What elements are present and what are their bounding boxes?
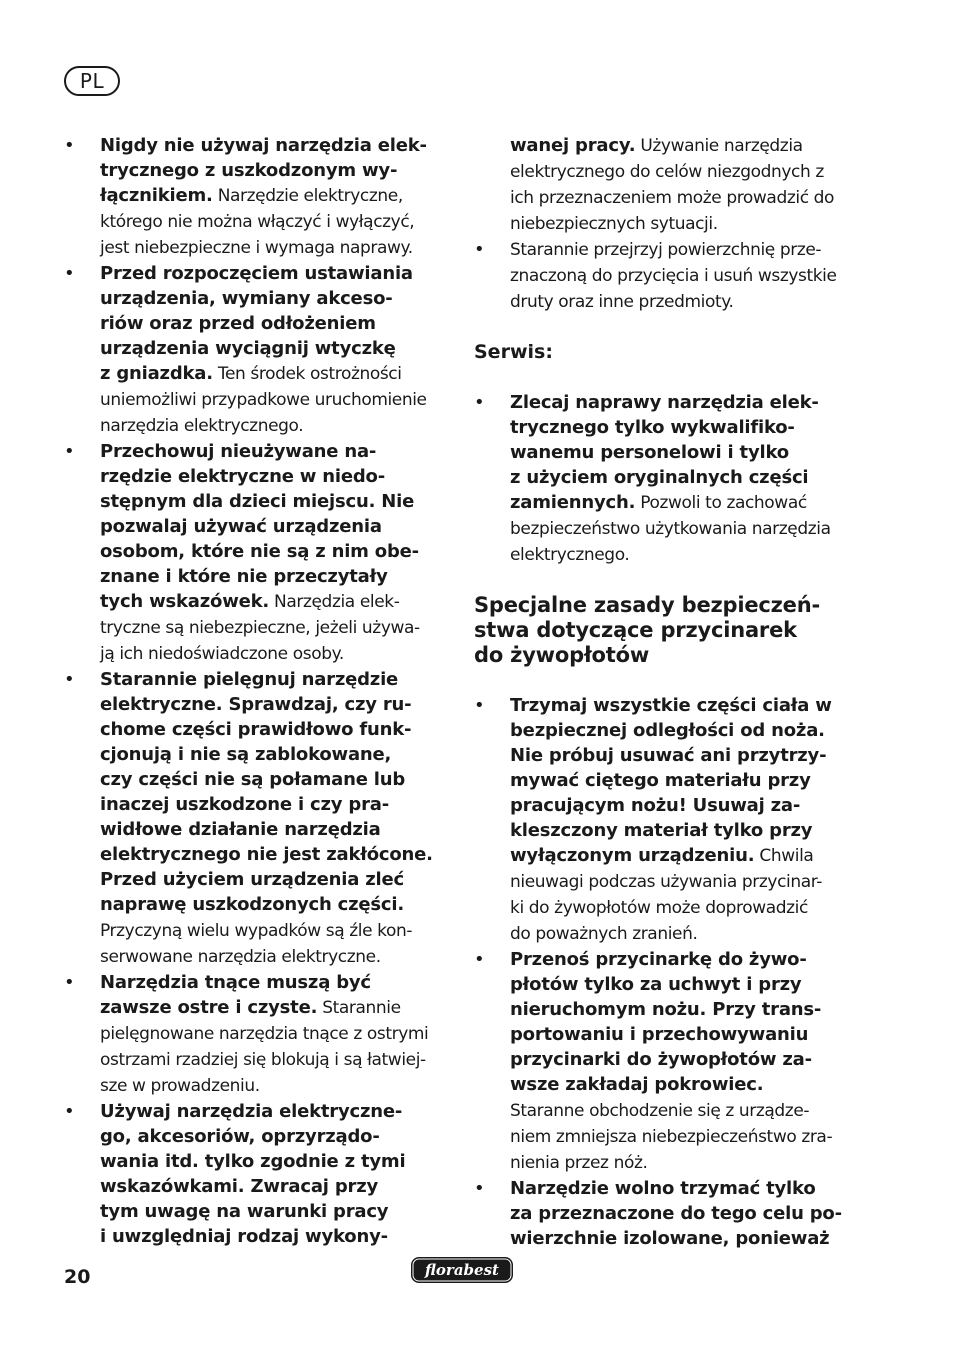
item-text: Chwila nieuwagi podczas używania przycinar- ki do żywopłotów może doprowadzić do poważnych zranień.: [510, 846, 822, 944]
item-bold-text: Nigdy nie używaj narzędzia elek- trycznego z uszkodzonym wy- łącznikiem.: [100, 135, 427, 206]
safety-list-right-a: [474, 237, 864, 315]
item-bold-text: Przenoś przycinarkę do żywo- płotów tylko za uchwyt i przy nieruchomym nożu. Przy trans- portowaniu i przechowywaniu przycinarki do żywopłotów za- wsze zakładaj pokrowiec.: [510, 949, 822, 1095]
list-item-continuation: [474, 133, 864, 237]
item-bold-text: Starannie pielęgnuj narzędzie elektryczne. Sprawdzaj, czy ru- chome części prawidłowo funk- cjonują i nie są zablokowane, czy części nie są połamane lub inaczej uszkodzone i czy pra- widłowe działanie narzędzia elektrycznego nie jest zakłócone. Przed użyciem urządzenia zleć naprawę uszkodzonych części.: [100, 669, 433, 915]
item-bold-text: Używaj narzędzia elektryczne- go, akcesoriów, oprzyrządo- wania itd. tylko zgodnie z tymi wskazówkami. Zwracaj przy tym uwagę na warunki pracy i uwzględniaj rodzaj wykony-: [100, 1101, 406, 1247]
item-bold-text: Trzymaj wszystkie części ciała w bezpiecznej odległości od noża. Nie próbuj usuwać ani przytrzy- mywać ciętego materiału przy pracującym nożu! Usuwaj za- kleszczony materiał tylko przy wyłączonym urządzeniu.: [510, 695, 832, 866]
item-text: Narzędzie elektryczne, którego nie można włączyć i wyłączyć, jest niebezpieczne i wymaga naprawy.: [100, 186, 415, 258]
service-list: [474, 390, 864, 568]
language-badge: PL: [64, 66, 120, 96]
list-item: [474, 390, 864, 568]
left-column: [64, 133, 454, 1249]
special-list: [474, 693, 864, 1251]
section-heading-service: Serwis:: [474, 341, 553, 363]
section-heading-special: Specjalne zasady bezpieczeń- stwa dotyczące przycinarek do żywopłotów: [474, 593, 820, 667]
item-bold-text: Zlecaj naprawy narzędzia elek- trycznego tylko wykwalifiko- wanemu personelowi i tylko z użyciem oryginalnych części zamiennych.: [510, 392, 819, 513]
item-bold-text: Przed rozpoczęciem ustawiania urządzenia, wymiany akceso- riów oraz przed odłożeniem urządzenia wyciągnij wtyczkę z gniazdka.: [100, 263, 413, 384]
item-text: Przyczyną wielu wypadków są źle kon- serwowane narzędzia elektryczne.: [100, 921, 413, 967]
list-item: [474, 237, 864, 315]
list-item: [474, 693, 864, 947]
list-item: [474, 1176, 864, 1251]
list-item: [64, 133, 454, 261]
item-text: Starannie pielęgnowane narzędzia tnące z ostrymi ostrzami rzadziej się blokują i są łatwiej- sze w prowadzeniu.: [100, 998, 429, 1096]
item-text: Używanie narzędzia elektrycznego do celów niezgodnych z ich przeznaczeniem może prowadzić do niebezpiecznych sytuacji.: [510, 136, 835, 234]
florabest-logo: [410, 1256, 514, 1284]
list-item: [64, 439, 454, 667]
list-item: [64, 667, 454, 970]
right-column: [474, 133, 864, 1251]
item-text: Pozwoli to zachować bezpieczeństwo użytkowania narzędzia elektrycznego.: [510, 493, 831, 565]
item-text: Narzędzia elek- tryczne są niebezpieczne, jeżeli używa- ją ich niedoświadczone osoby.: [100, 592, 420, 664]
safety-list-left: [64, 133, 454, 1249]
item-bold-text: wanej pracy.: [510, 135, 636, 156]
list-item: [64, 261, 454, 439]
list-item: [64, 970, 454, 1099]
item-text: Staranne obchodzenie się z urządze- niem zmniejsza niebezpieczeństwo zra- nienia przez nóż.: [510, 1101, 833, 1173]
page-number: 20: [64, 1266, 91, 1288]
list-item: [64, 1099, 454, 1249]
item-text: Ten środek ostrożności uniemożliwi przypadkowe uruchomienie narzędzia elektrycznego.: [100, 364, 427, 436]
item-bold-text: Przechowuj nieużywane na- rzędzie elektryczne w niedo- stępnym dla dzieci miejscu. Nie pozwalaj używać urządzenia osobom, które nie są z nim obe- znane i które nie przeczytały tych wskazówek.: [100, 441, 419, 612]
item-bold-text: Narzędzia tnące muszą być zawsze ostre i czyste.: [100, 972, 371, 1018]
list-item: [474, 947, 864, 1176]
logo-text: florabest: [425, 1261, 499, 1279]
item-bold-text: Narzędzie wolno trzymać tylko za przeznaczone do tego celu po- wierzchnie izolowane, ponieważ: [510, 1178, 842, 1249]
item-text: Starannie przejrzyj powierzchnię prze- znaczoną do przycięcia i usuń wszystkie druty oraz inne przedmioty.: [510, 240, 837, 312]
